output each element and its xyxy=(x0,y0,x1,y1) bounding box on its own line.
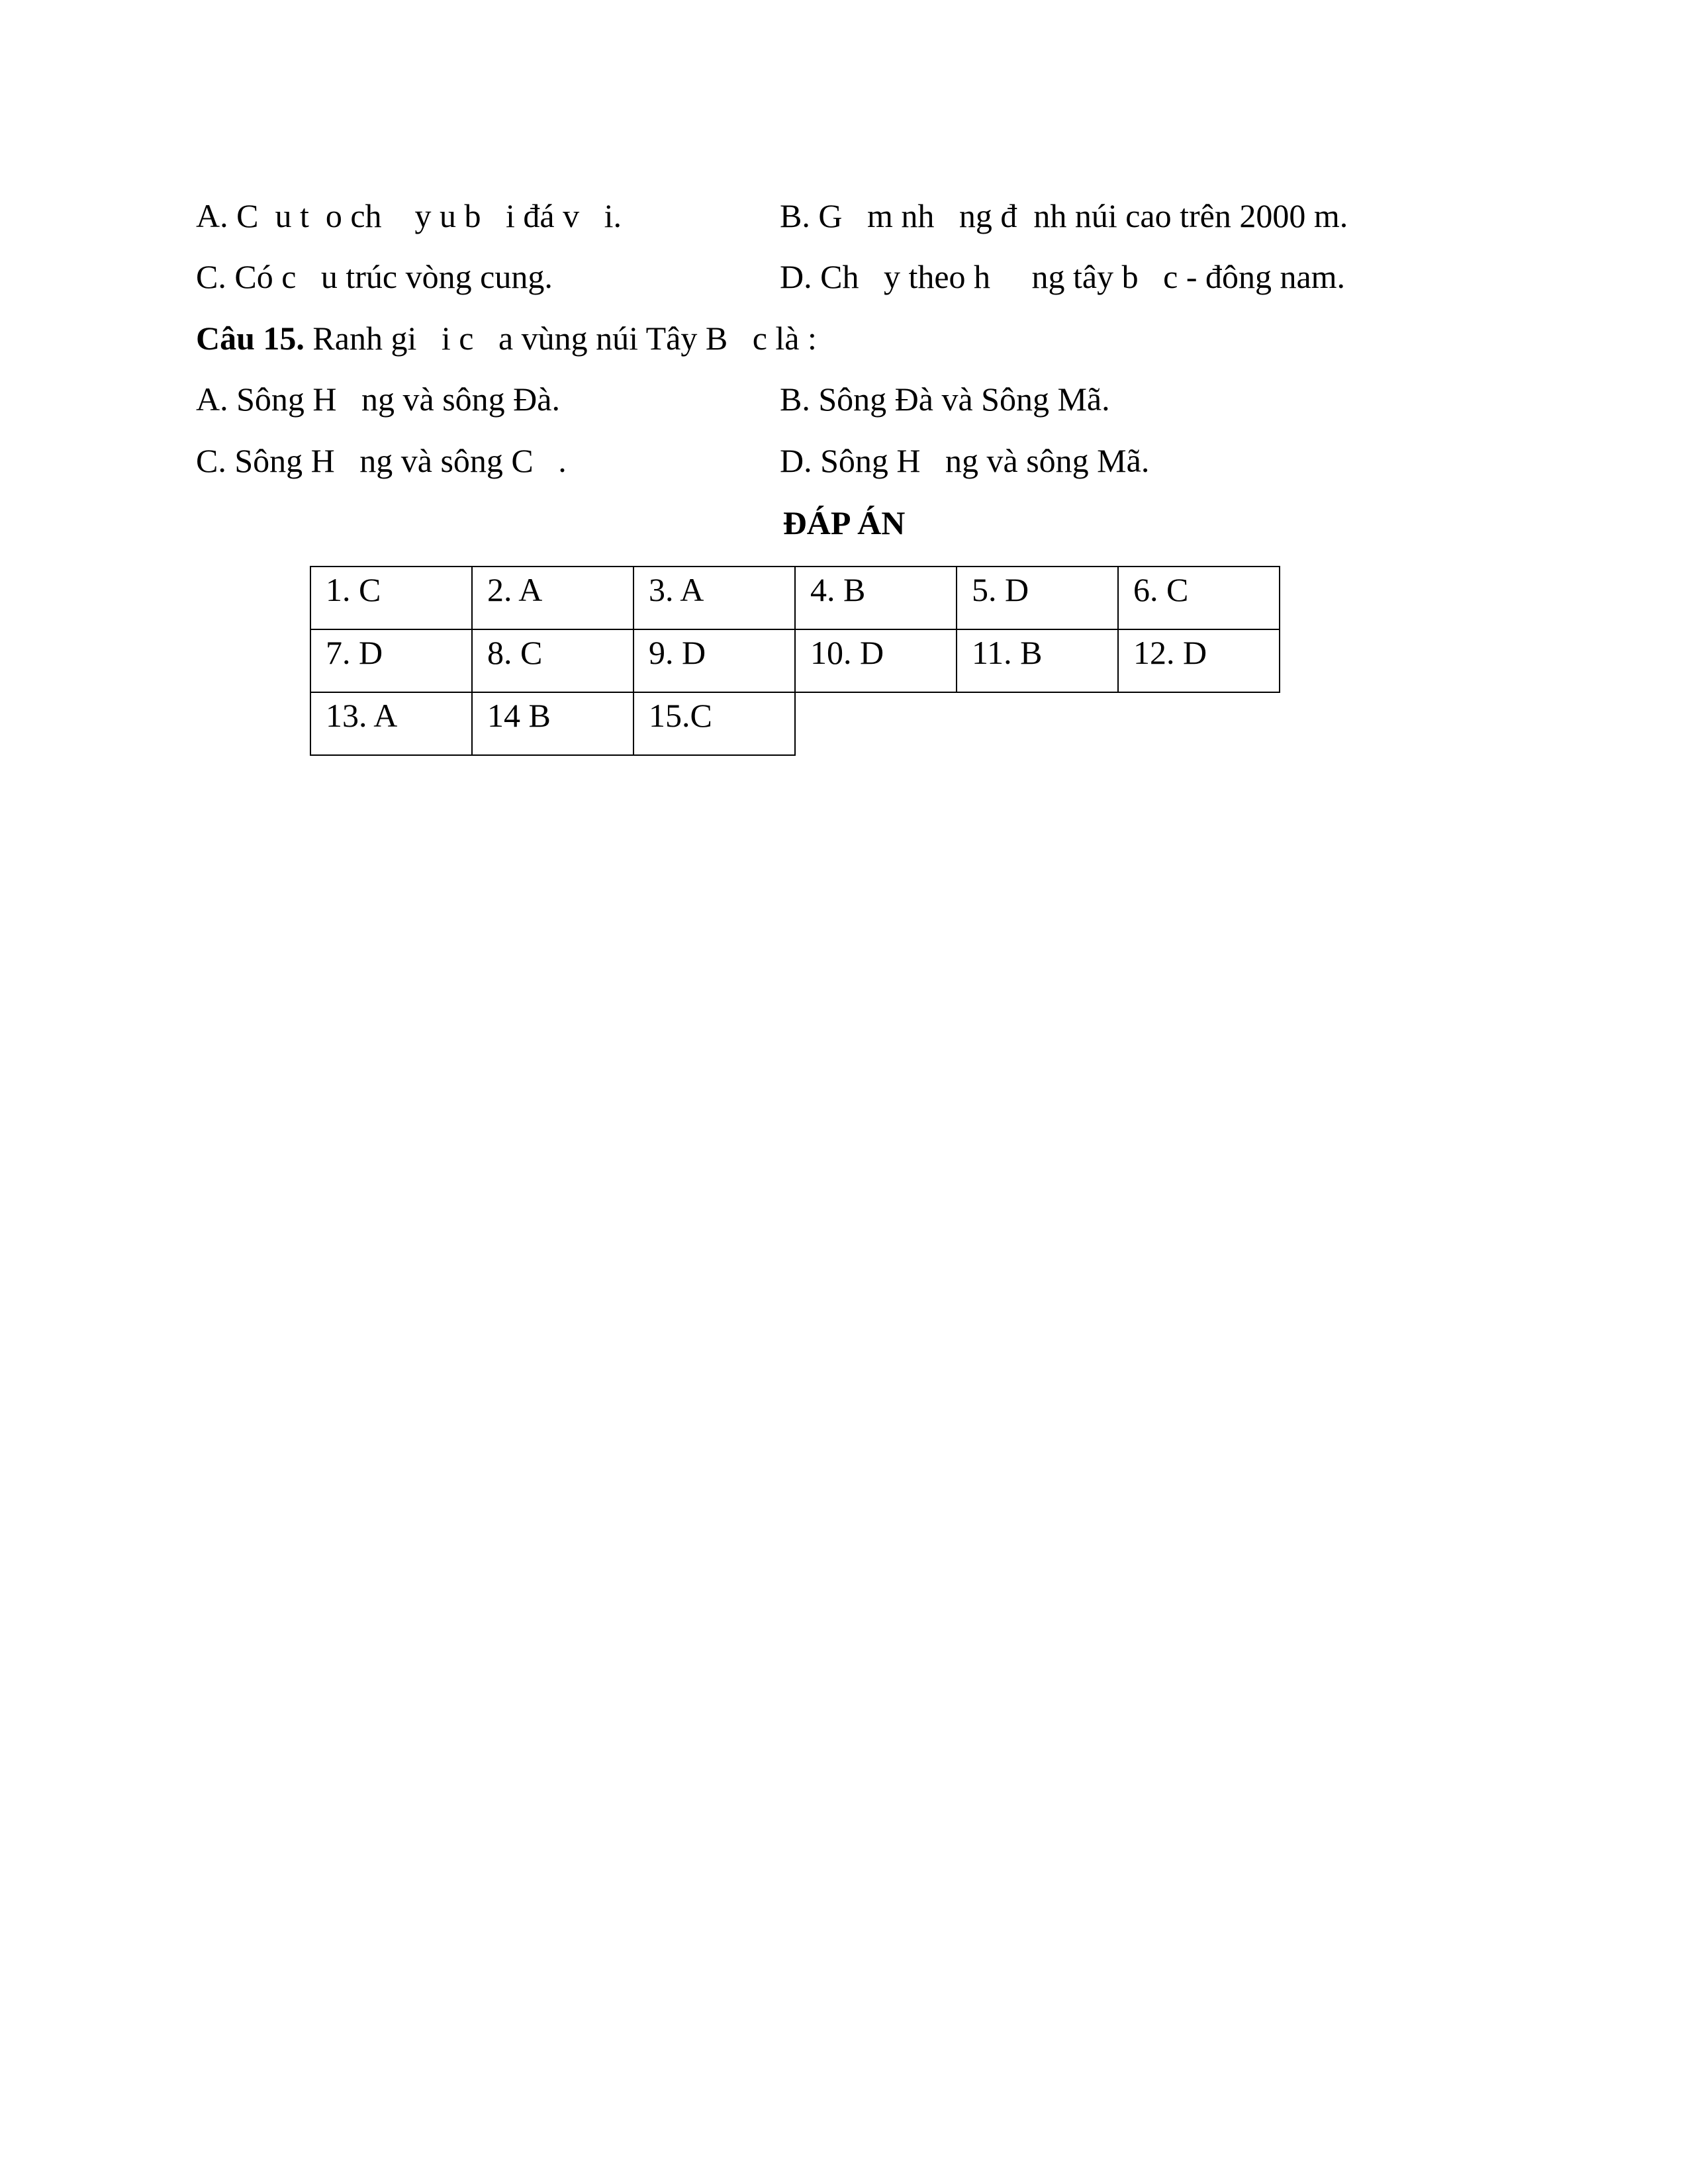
answer-cell: 11. B xyxy=(957,629,1118,692)
empty-cell xyxy=(1118,692,1280,755)
answer-cell: 13. A xyxy=(310,692,472,755)
answer-cell: 2. A xyxy=(472,567,633,629)
answer-cell: 7. D xyxy=(310,629,472,692)
answer-key-title: ĐÁP ÁN xyxy=(782,504,906,541)
q14-option-b: B. G m nh ng đ nh núi cao trên 2000 m. xyxy=(780,197,1348,234)
q14-option-a: A. C u t o ch y u b i đá v i. xyxy=(196,197,622,234)
table-row xyxy=(310,567,1280,629)
table-row xyxy=(310,692,1280,755)
q15-option-d: D. Sông H ng và sông Mã. xyxy=(780,442,1150,479)
answer-cell: 10. D xyxy=(795,629,957,692)
q15-text: Ranh gi i c a vùng núi Tây B c là : xyxy=(304,320,817,357)
answer-cell: 3. A xyxy=(633,567,795,629)
empty-cell xyxy=(957,692,1118,755)
answer-cell: 8. C xyxy=(472,629,633,692)
table-row xyxy=(310,629,1280,692)
answer-key-table xyxy=(310,566,1280,756)
q15-stem xyxy=(196,318,817,358)
empty-cell xyxy=(795,692,957,755)
answer-cell: 15.C xyxy=(633,692,795,755)
q15-label: Câu 15. xyxy=(196,320,305,357)
answer-cell: 14 B xyxy=(472,692,633,755)
answer-cell: 12. D xyxy=(1118,629,1280,692)
q14-option-c: C. Có c u trúc vòng cung. xyxy=(196,258,553,295)
answer-cell: 9. D xyxy=(633,629,795,692)
answer-cell: 1. C xyxy=(310,567,472,629)
q15-option-b: B. Sông Đà và Sông Mã. xyxy=(780,381,1110,418)
q14-option-d: D. Ch y theo h ng tây b c - đông nam. xyxy=(780,258,1346,295)
answer-cell: 4. B xyxy=(795,567,957,629)
q15-option-a: A. Sông H ng và sông Đà. xyxy=(196,381,560,418)
q15-option-c: C. Sông H ng và sông C . xyxy=(196,442,567,479)
answer-cell: 5. D xyxy=(957,567,1118,629)
answer-cell: 6. C xyxy=(1118,567,1280,629)
